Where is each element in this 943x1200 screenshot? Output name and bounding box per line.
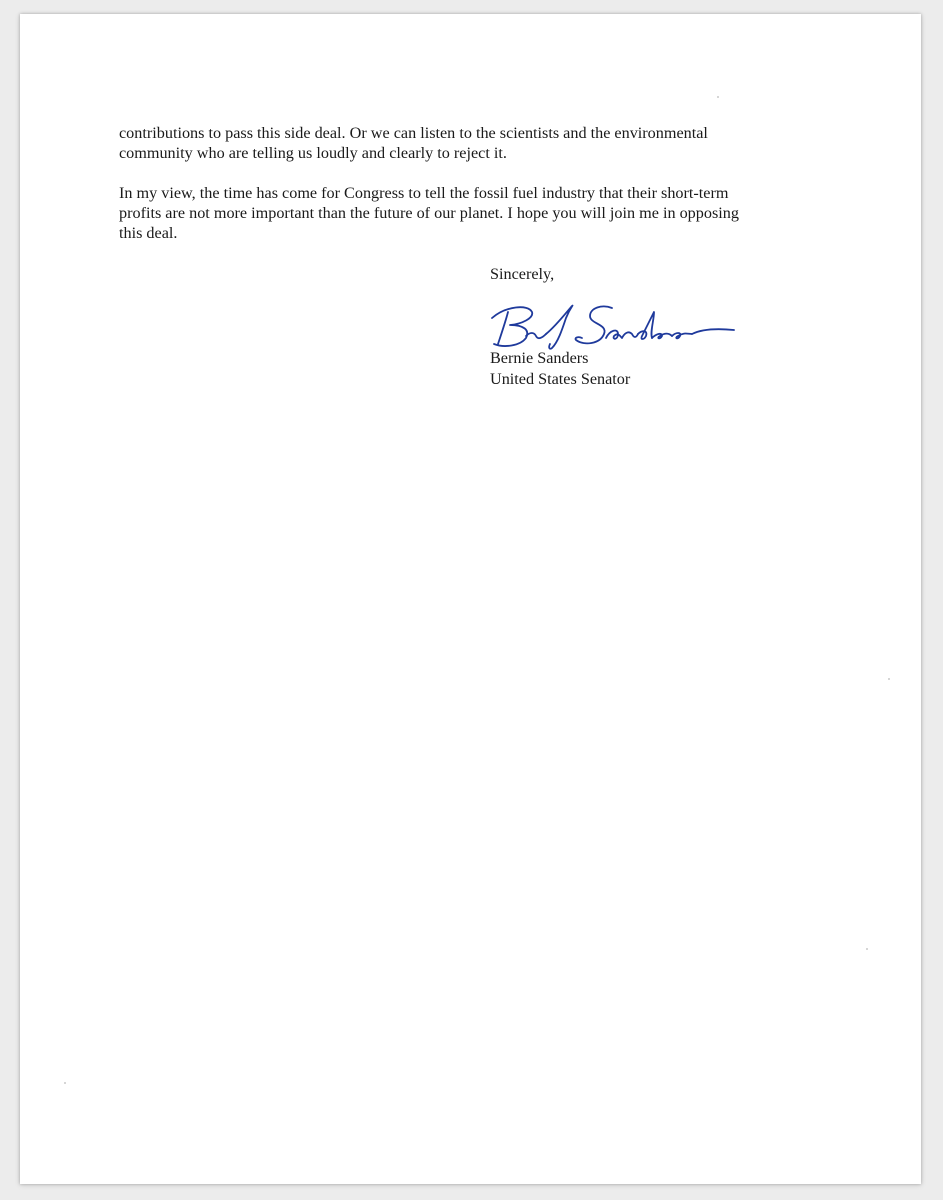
closing-salutation: Sincerely, xyxy=(490,265,555,283)
paragraph-line: community who are telling us loudly and clearly to reject it. xyxy=(119,144,507,162)
signer-name: Bernie Sanders xyxy=(490,349,589,367)
signer-title: United States Senator xyxy=(490,370,631,388)
paragraph-line: this deal. xyxy=(119,224,178,242)
letter-paragraph xyxy=(119,183,839,243)
paper-speck xyxy=(64,1082,66,1084)
paper-speck xyxy=(866,948,868,950)
paper-speck xyxy=(888,678,890,680)
paragraph-line: profits are not more important than the future of our planet. I hope you will join me in opposing xyxy=(119,204,739,222)
letter-paragraph xyxy=(119,123,839,163)
paragraph-line: In my view, the time has come for Congress to tell the fossil fuel industry that their short-term xyxy=(119,184,729,202)
paper-speck xyxy=(717,96,719,98)
letter-page xyxy=(20,14,921,1184)
paragraph-line: contributions to pass this side deal. Or we can listen to the scientists and the environmental xyxy=(119,124,708,142)
